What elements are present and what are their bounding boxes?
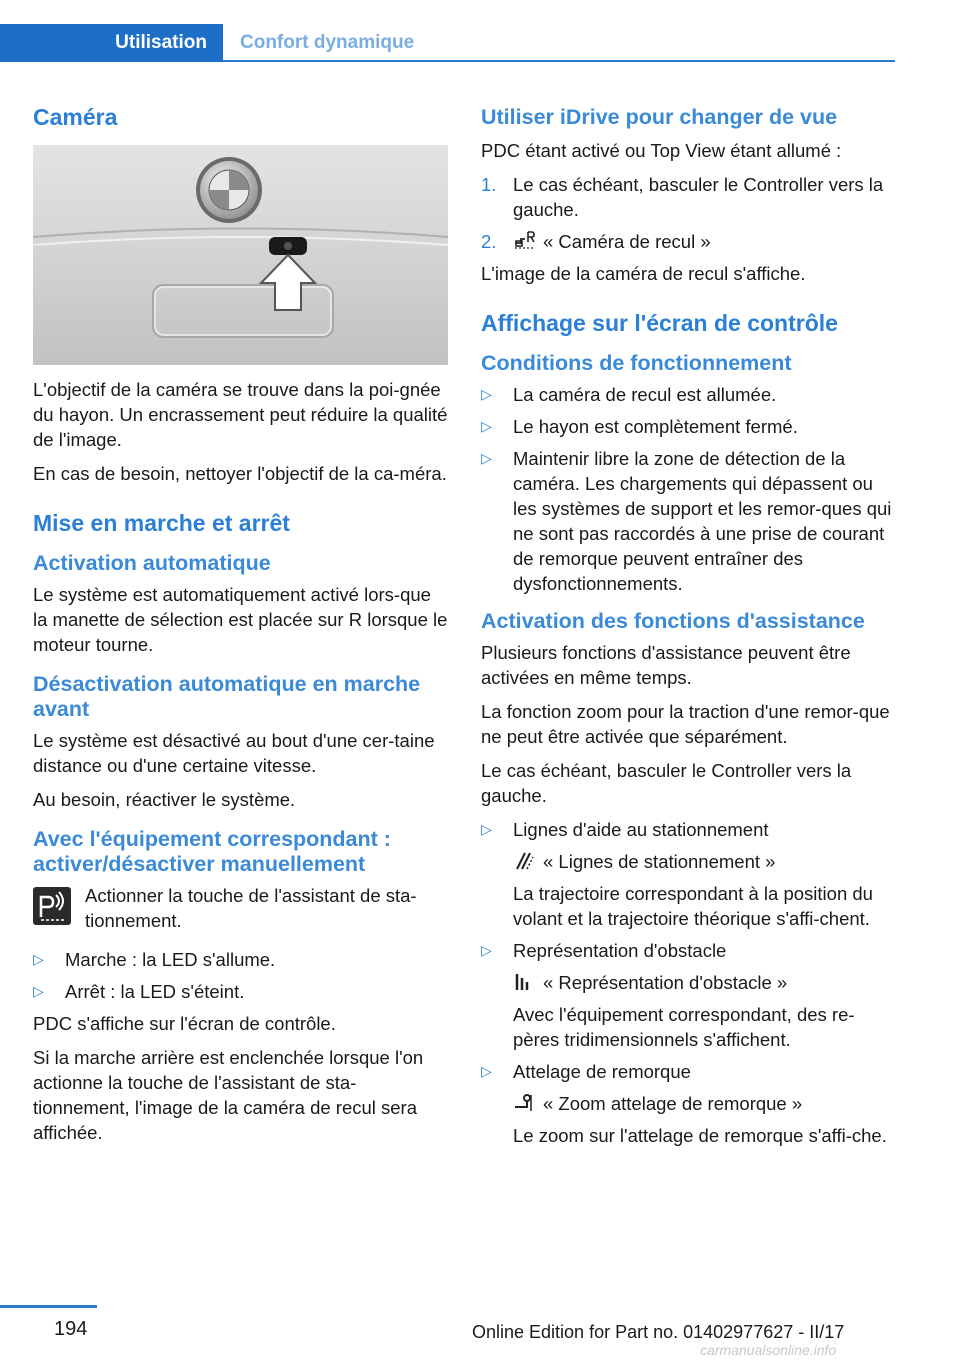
list-item: ▷ Arrêt : la LED s'éteint. xyxy=(33,981,245,1002)
heading-camera: Caméra xyxy=(33,104,118,130)
idrive-steps xyxy=(481,172,893,254)
heading-idrive: Utiliser iDrive pour changer de vue xyxy=(481,105,838,129)
para-pdc: PDC s'affiche sur l'écran de contrôle. xyxy=(33,1013,336,1034)
tab-confort-dynamique[interactable]: Confort dynamique xyxy=(240,32,415,53)
tab-utilisation[interactable]: Utilisation xyxy=(0,24,223,62)
para-pdc-actif: PDC étant activé ou Top View étant allumé : xyxy=(481,140,842,161)
para-zoom: La fonction zoom pour la traction d'une remor‐que ne peut être activée que séparément. xyxy=(481,701,890,747)
para-plusieurs: Plusieurs fonctions d'assistance peuvent être activées en même temps. xyxy=(481,642,851,688)
heading-affichage: Affichage sur l'écran de contrôle xyxy=(481,310,838,336)
obstacle-icon xyxy=(513,970,537,992)
led-status-list xyxy=(33,947,448,1004)
tailgate-illustration xyxy=(33,145,448,365)
list-item: ▷ Marche : la LED s'allume. xyxy=(33,949,276,970)
list-item: ▷ Attelage de remorque « Zoom attelage de remorque » Le zoom sur l'attelage de remorque s'affi‐che. xyxy=(481,1061,887,1146)
right-column xyxy=(481,96,893,1155)
conditions-list xyxy=(481,382,893,596)
list-item: 1. Le cas échéant, basculer le Controller vers la gauche. xyxy=(481,174,884,220)
para-desactivation: Le système est désactivé au bout d'une cer‐taine distance ou d'une certaine vitesse. xyxy=(33,730,435,776)
heading-assistance: Activation des fonctions d'assistance xyxy=(481,609,865,633)
page-number-rule xyxy=(0,1305,97,1308)
list-item: ▷ Représentation d'obstacle « Représentation d'obstacle » Avec l'équipement correspondant, des re‐pères tridimensionnels s'affichent. xyxy=(481,940,855,1050)
trailer-hitch-icon xyxy=(513,1091,537,1113)
heading-activation-auto: Activation automatique xyxy=(33,551,271,575)
para-image-affiche: L'image de la caméra de recul s'affiche. xyxy=(481,263,806,284)
parking-lines-icon xyxy=(513,849,537,871)
page-number: 194 xyxy=(54,1318,88,1340)
list-item: 2. « Caméra de recul » xyxy=(481,231,711,252)
list-item: ▷ La caméra de recul est allumée. xyxy=(481,384,777,405)
parking-assistant-button-row xyxy=(33,883,448,933)
para-nettoyer: En cas de besoin, nettoyer l'objectif de la ca‐méra. xyxy=(33,463,447,484)
para-activation: Le système est automatiquement activé lors‐que la manette de sélection est placée sur R lorsque le moteur tourne. xyxy=(33,584,448,655)
para-reactiver: Au besoin, réactiver le système. xyxy=(33,789,296,810)
heading-conditions: Conditions de fonctionnement xyxy=(481,351,792,375)
camera-location-photo xyxy=(33,145,448,365)
para-basculer: Le cas échéant, basculer le Controller vers la gauche. xyxy=(481,760,852,806)
list-item: ▷ Maintenir libre la zone de détection de la caméra. Les chargements qui dépassent ou les systèmes de support et les remor‐ques qui ne sont pas raccordés à une prise de courant de remorque peuvent entraîner des dysfonctionnements. xyxy=(481,448,892,594)
heading-manuel: Avec l'équipement correspondant : activer/désactiver manuellement xyxy=(33,827,391,876)
left-column xyxy=(33,96,448,1154)
para-touche: Actionner la touche de l'assistant de sta‐tionnement. xyxy=(85,885,417,931)
edition-footer: Online Edition for Part no. 01402977627 - II/17 xyxy=(472,1322,845,1342)
rear-camera-icon xyxy=(513,229,537,251)
para-objectif: L'objectif de la caméra se trouve dans la poi‐gnée du hayon. Un encrassement peut réduire la qualité de l'image. xyxy=(33,379,448,450)
parking-assistant-button-icon xyxy=(33,887,71,925)
heading-desactivation-auto: Désactivation automatique en marche avant xyxy=(33,672,421,721)
watermark: carmanualsonline.info xyxy=(700,1342,837,1358)
list-item: ▷ Lignes d'aide au stationnement « Lignes de stationnement » La trajectoire correspondant à la position du volant et la trajectoire théorique s'affi‐chent. xyxy=(481,819,873,929)
chapter-header xyxy=(0,24,895,62)
assist-functions-list xyxy=(481,817,893,1148)
list-item: ▷ Le hayon est complètement fermé. xyxy=(481,416,798,437)
para-marche-arriere: Si la marche arrière est enclenchée lorsque l'on actionne la touche de l'assistant de sta‐tionnement, l'image de la caméra de recul sera affichée. xyxy=(33,1047,424,1143)
heading-mise-en-marche: Mise en marche et arrêt xyxy=(33,510,290,536)
